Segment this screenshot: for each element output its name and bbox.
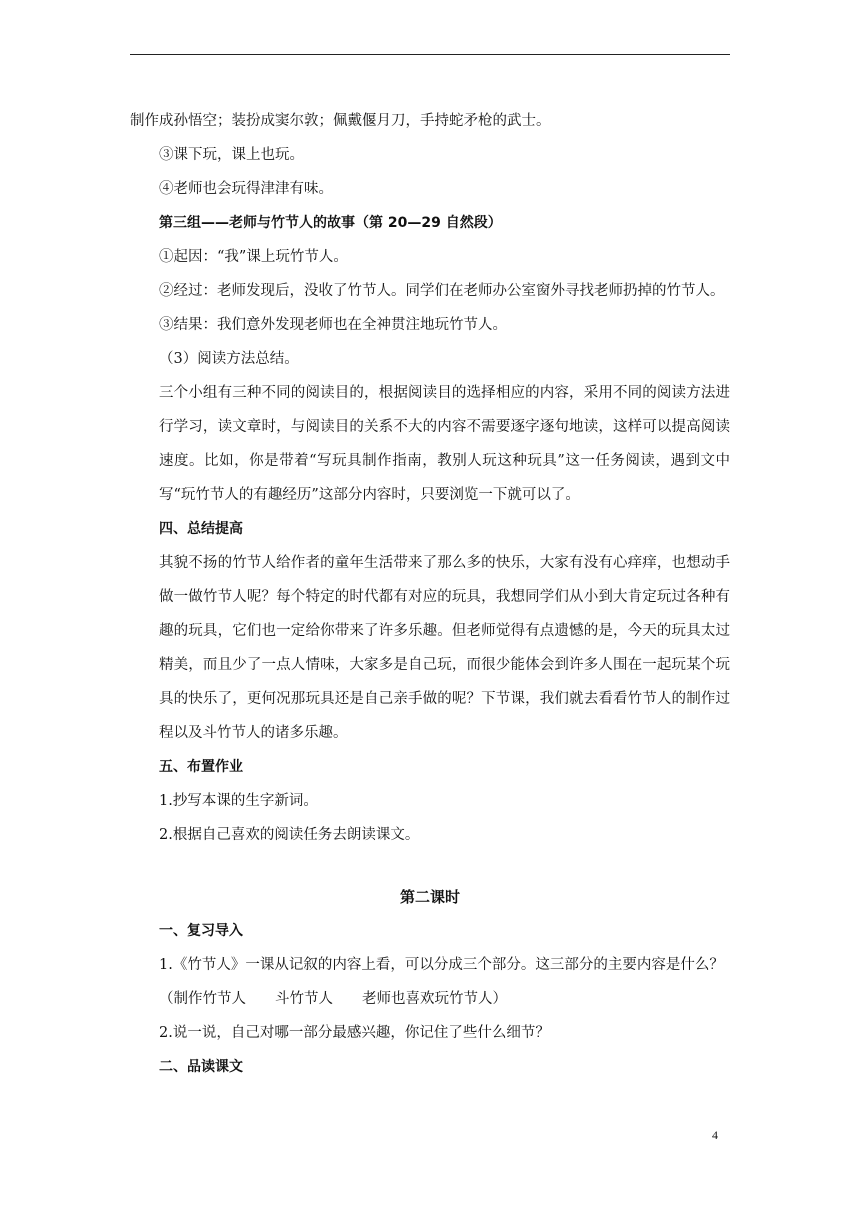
paragraph-line: 2.根据自己喜欢的阅读任务去朗读课文。 <box>159 827 420 843</box>
section-heading: 四、总结提高 <box>159 521 243 537</box>
header-rule <box>130 54 730 55</box>
paragraph-line: ②经过：老师发现后，没收了竹节人。同学们在老师办公室窗外寻找老师扔掉的竹节人。 <box>159 283 725 299</box>
lesson-title: 第二课时 <box>399 888 460 906</box>
paragraph: 其貌不扬的竹节人给作者的童年生活带来了那么多的快乐，大家有没有心痒痒，也想动手做一做竹节人呢？每个特定的时代都有对应的玩具，我想同学们从小到大肯定玩过各种有趣的玩具，它们也一定给你带来了许多乐趣。但老师觉得有点遗憾的是，今天的玩具太过精美，而且少了一点人情味，大家多是自己玩，而很少能体会到许多人围在一起玩某个玩具的快乐了，更何况那玩具还是自己亲手做的呢？下节课，我们就去看看竹节人的制作过程以及斗竹节人的诸多乐趣。 <box>159 555 730 741</box>
section-heading: 二、品读课文 <box>159 1059 243 1075</box>
paragraph-line: ①起因：“我”课上玩竹节人。 <box>159 249 348 265</box>
paragraph-line: 制作成孙悟空；装扮成窦尔敦；佩戴偃月刀，手持蛇矛枪的武士。 <box>130 113 551 129</box>
paragraph: 三个小组有三种不同的阅读目的，根据阅读目的选择相应的内容，采用不同的阅读方法进行学习，读文章时，与阅读目的关系不大的内容不需要逐字逐句地读，这样可以提高阅读速度。比如，你是带着“写玩具制作指南，教别人玩这种玩具”这一任务阅读，遇到文中写“玩竹节人的有趣经历”这部分内容时，只要浏览一下就可以了。 <box>159 385 730 503</box>
paragraph-line: 1.《竹节人》一课从记叙的内容上看，可以分成三个部分。这三部分的主要内容是什么？ <box>159 957 724 973</box>
paragraph-line: ③结果：我们意外发现老师也在全神贯注地玩竹节人。 <box>159 317 507 333</box>
group-heading: 第三组——老师与竹节人的故事（第 20—29 自然段） <box>159 215 502 231</box>
paragraph-line: （3）阅读方法总结。 <box>159 351 299 367</box>
page-body <box>130 104 730 1084</box>
paragraph-line: 1.抄写本课的生字新词。 <box>159 793 318 809</box>
section-heading: 五、布置作业 <box>159 759 243 775</box>
paragraph-line: （制作竹节人 斗竹节人 老师也喜欢玩竹节人） <box>159 991 507 1007</box>
paragraph-line: ④老师也会玩得津津有味。 <box>159 181 333 197</box>
paragraph-line: 2.说一说，自己对哪一部分最感兴趣，你记住了些什么细节？ <box>159 1025 550 1041</box>
paragraph-line: ③课下玩，课上也玩。 <box>159 147 304 163</box>
page-number: 4 <box>712 1128 718 1142</box>
section-heading: 一、复习导入 <box>159 923 243 939</box>
